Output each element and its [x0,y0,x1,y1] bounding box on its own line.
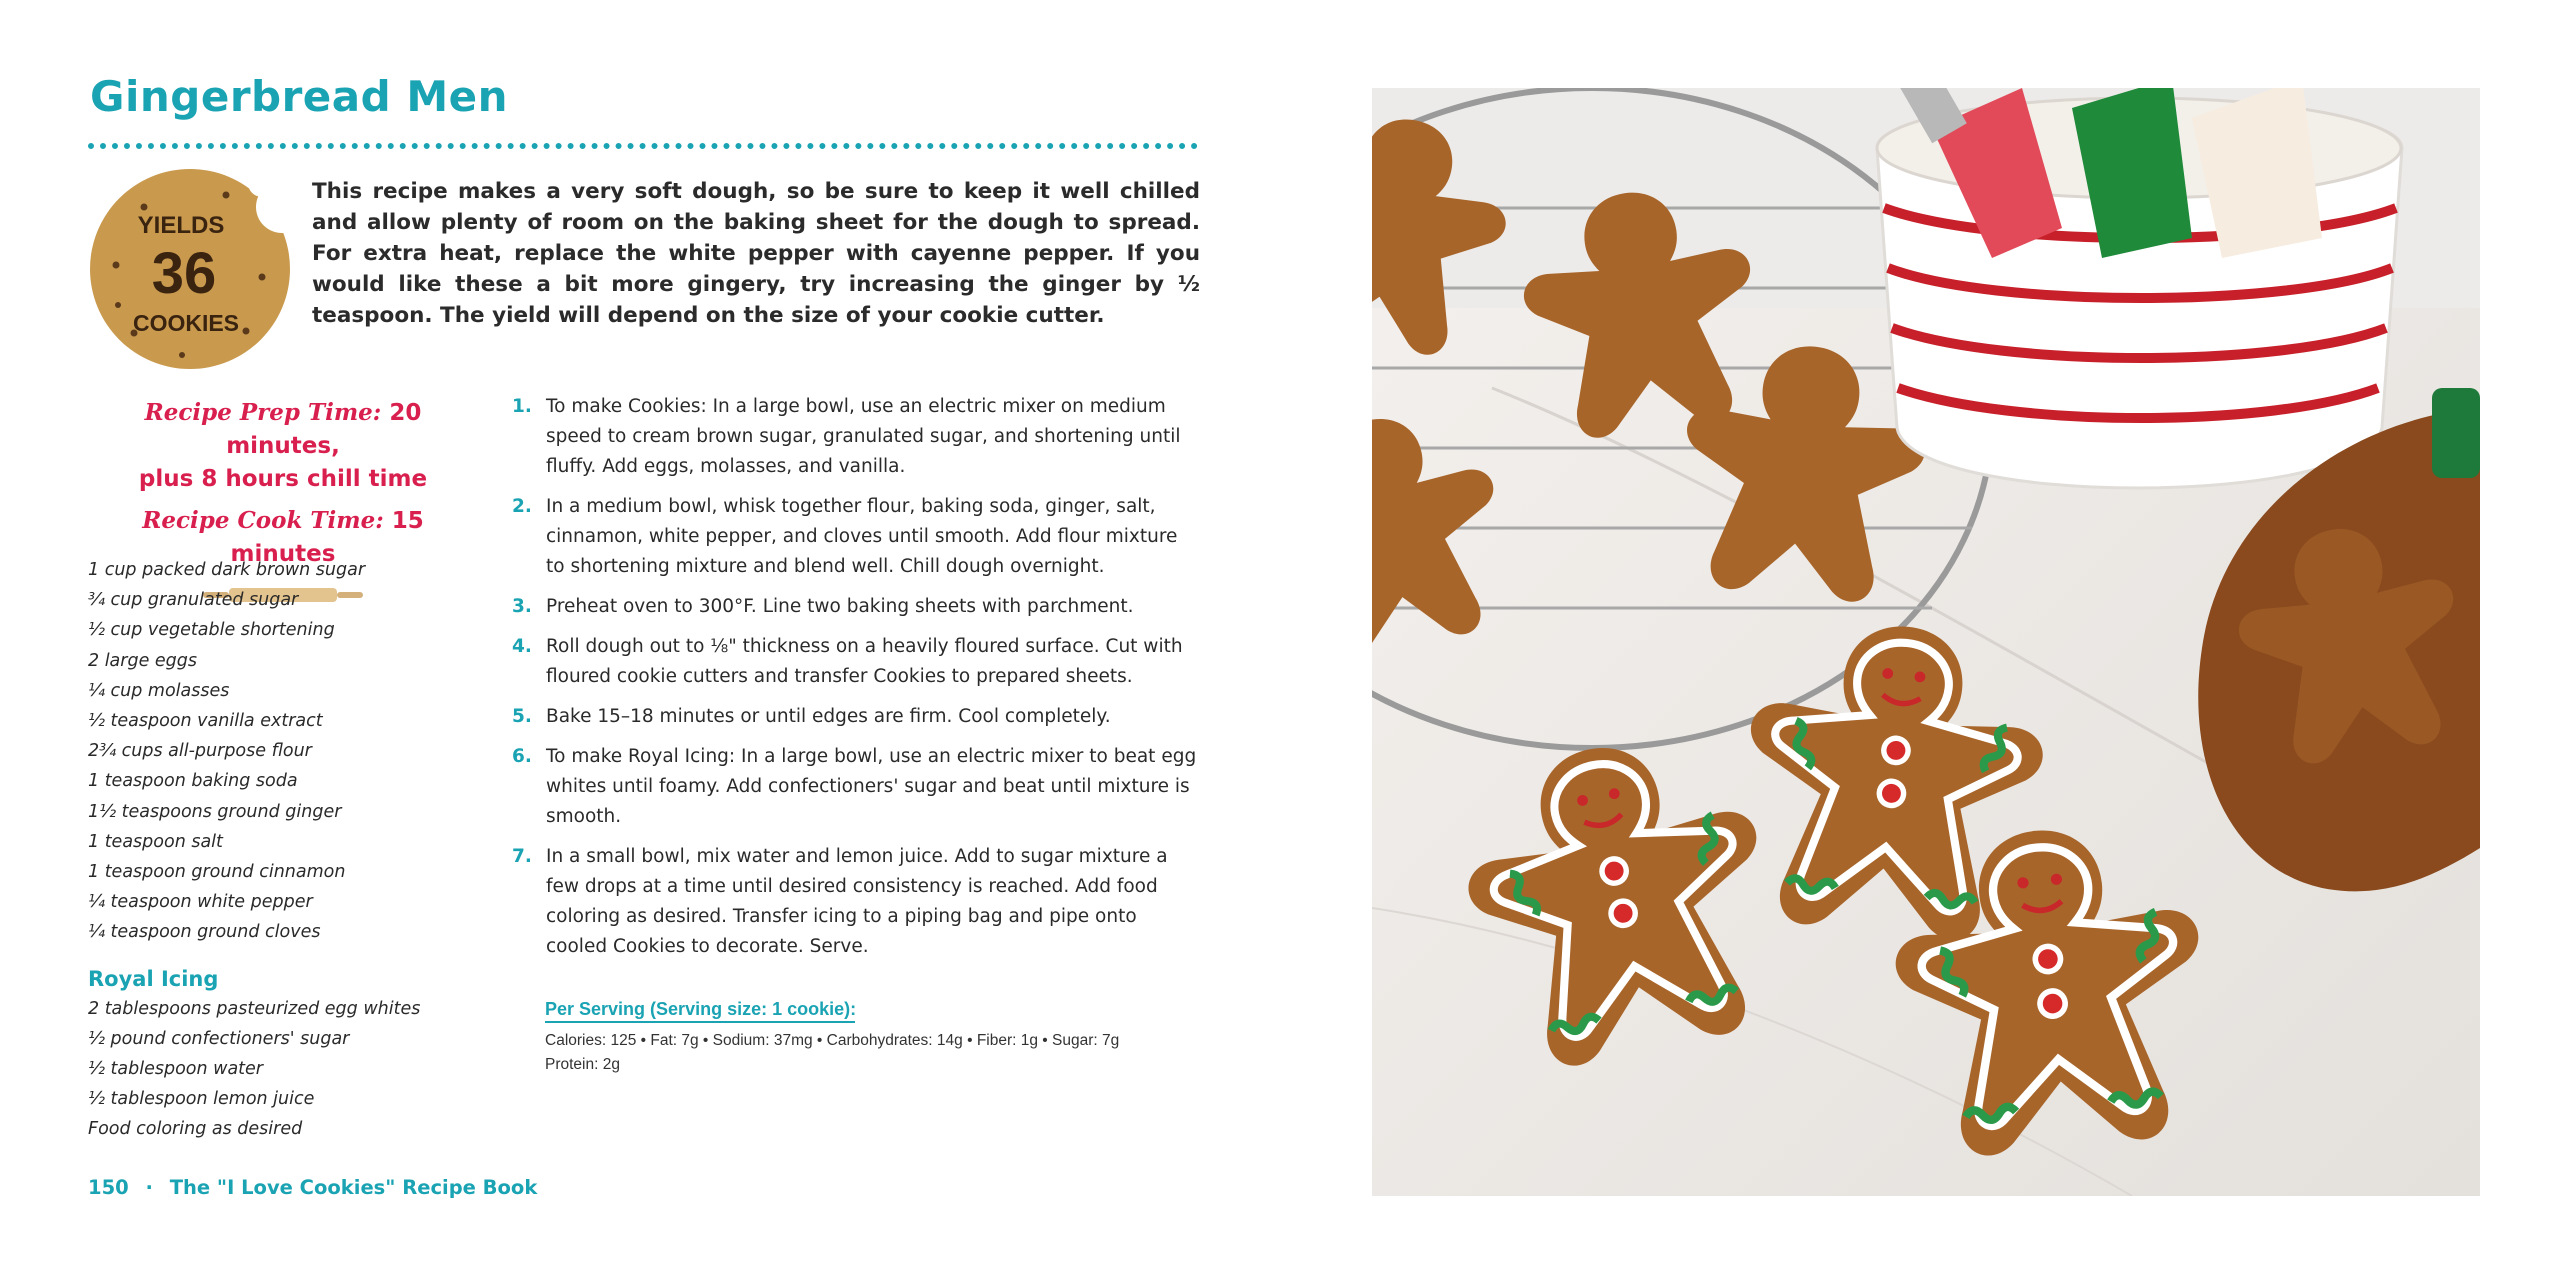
prep-time-label: Recipe Prep Time: [144,399,382,426]
icing-ingredient-item: ½ tablespoon lemon juice [88,1089,315,1110]
step-text: Bake 15–18 minutes or until edges are firm. Cool completely. [546,706,1111,727]
page-footer [88,1176,537,1199]
direction-step [510,632,1200,692]
ingredient-item: ¾ cup granulated sugar [88,590,299,611]
step-text: Preheat oven to 300°F. Line two baking sheets with parchment. [546,596,1134,617]
ingredient-item: 1½ teaspoons ground ginger [88,801,342,822]
step-text: Roll dough out to ⅛" thickness on a heavily floured surface. Cut with floured cookie cutters and transfer Cookies to prepared sheets. [546,636,1183,687]
ingredient-item: ¼ teaspoon white pepper [88,892,313,913]
royal-icing-list [88,994,488,1145]
step-number: 6. [512,746,532,767]
direction-step [510,702,1200,732]
ingredient-item: ½ cup vegetable shortening [88,620,335,641]
direction-step [510,492,1200,582]
book-title: The "I Love Cookies" Recipe Book [169,1176,538,1199]
direction-step [510,392,1200,482]
directions-list [510,392,1200,972]
badge-bottom: COOKIES [132,310,240,336]
direction-step [510,592,1200,622]
ingredient-list [88,555,488,948]
prep-time [88,396,478,463]
step-text: In a medium bowl, whisk together flour, baking soda, ginger, salt, cinnamon, white pepper, and cloves until smooth. Add flour mixture to shortening mixture and blend well. Chill dough overnight. [546,496,1178,577]
ingredient-item: ¼ cup molasses [88,680,230,701]
icing-ingredient-item: ½ tablespoon water [88,1059,263,1080]
badge-top: YIELDS [137,212,225,239]
icing-ingredient-item: Food coloring as desired [88,1119,303,1140]
direction-step [510,842,1200,962]
ingredient-item: 1 teaspoon salt [88,831,223,852]
nutrition-info [545,997,1205,1077]
ingredient-item: 1 cup packed dark brown sugar [88,560,366,580]
ingredient-item: 2¾ cups all-purpose flour [88,741,312,762]
recipe-intro: This recipe makes a very soft dough, so be sure to keep it well chilled and allow plenty of room on the baking sheet for the dough to spread. For extra heat, replace the white pepper with cayenne pepper. If you would like these a bit more gingery, try increasing the ginger by ½ teaspoon. The yield will depend on the size of your cookie cutter. [312,179,1200,328]
royal-icing-heading: Royal Icing [88,966,219,991]
step-number: 2. [512,496,532,517]
ingredients-section [88,555,488,1145]
badge-number: 36 [151,241,217,306]
prep-time-extra: plus 8 hours chill time [138,466,428,492]
icing-ingredient-item: ½ pound confectioners' sugar [88,1028,350,1049]
step-text: In a small bowl, mix water and lemon juice. Add to sugar mixture a few drops at a time until desired consistency is reached. Add food coloring as desired. Transfer icing to a piping bag and pipe onto cooled Cookies to decorate. Serve. [546,846,1168,957]
recipe-title: Gingerbread Men [90,72,509,121]
ingredient-item: ½ teaspoon vanilla extract [88,711,323,732]
ingredient-item: 2 large eggs [88,650,198,671]
cook-time-label: Recipe Cook Time: [142,507,384,534]
prep-time-value: 20 minutes, [226,400,422,459]
nutrition-line-1: Calories: 125 • Fat: 7g • Sodium: 37mg • Carbohydrates: 14g • Fiber: 1g • Sugar: 7g [545,1032,1120,1049]
nutrition-line-2: Protein: 2g [545,1056,620,1073]
step-text: To make Royal Icing: In a large bowl, use an electric mixer to beat egg whites until foamy. Add confectioners' sugar and beat until mixture is smooth. [546,746,1197,827]
page-number: 150 [88,1176,129,1199]
gingerbread-photo [1372,88,2480,1196]
step-text: To make Cookies: In a large bowl, use an electric mixer on medium speed to cream brown sugar, granulated sugar, and shortening until fluffy. Add eggs, molasses, and vanilla. [546,396,1181,477]
step-number: 1. [512,396,532,417]
ingredient-item: 1 teaspoon baking soda [88,771,298,792]
cook-time-value: 15 minutes [230,508,424,567]
nutrition-heading: Per Serving (Serving size: 1 cookie): [545,999,857,1019]
nutrition-underline [545,1021,855,1023]
direction-step [510,742,1200,832]
title-divider [88,143,1198,149]
icing-ingredient-item: 2 tablespoons pasteurized egg whites [88,998,421,1019]
yield-badge [86,165,296,370]
step-number: 3. [512,596,532,617]
step-number: 5. [512,706,532,727]
footer-separator: · [145,1176,153,1199]
step-number: 4. [512,636,532,657]
ingredient-item: ¼ teaspoon ground cloves [88,922,321,943]
step-number: 7. [512,846,532,867]
ingredient-item: 1 teaspoon ground cinnamon [88,862,346,883]
